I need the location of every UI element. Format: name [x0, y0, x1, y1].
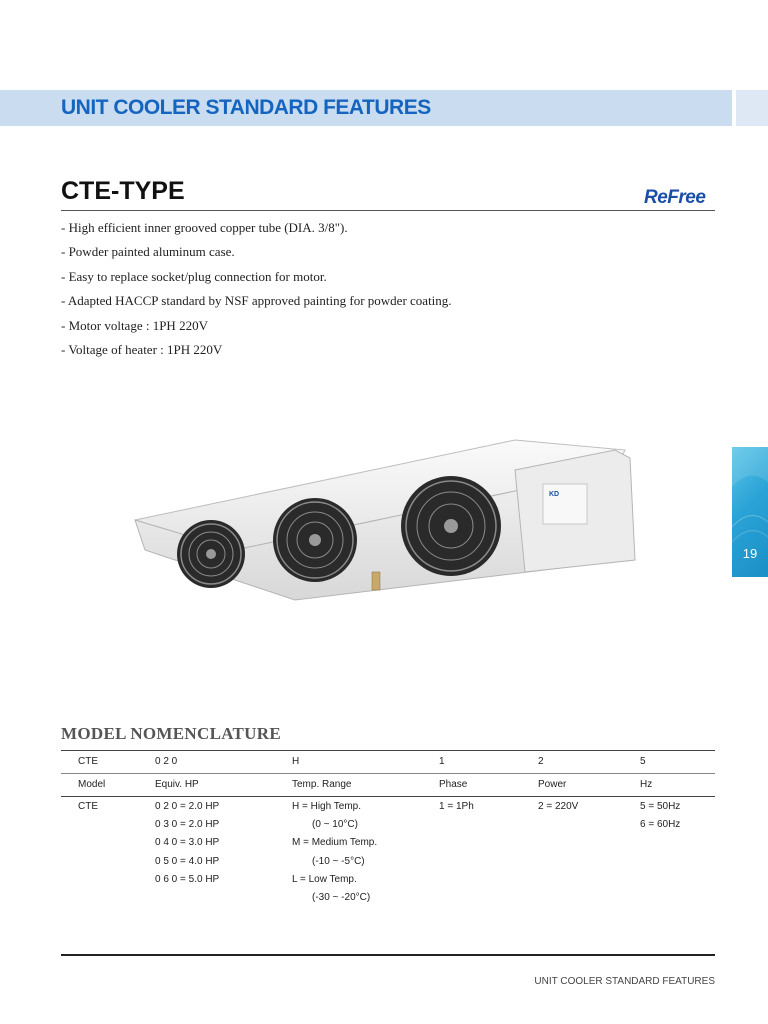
fan-icon: [273, 498, 357, 582]
product-type-title: CTE-TYPE: [61, 177, 185, 205]
feature-item: - Motor voltage : 1PH 220V: [61, 317, 208, 333]
feature-list: [61, 219, 452, 365]
cell-line: 1 = 1Ph: [439, 801, 474, 812]
hp-cell: [155, 797, 292, 908]
nomenclature-table: [61, 750, 715, 907]
feature-item: - Voltage of heater : 1PH 220V: [61, 341, 223, 357]
cell-line: (0 ~ 10°C): [312, 819, 358, 831]
cell-line: L = Low Temp.: [292, 873, 357, 885]
cell-line: CTE: [78, 801, 98, 812]
section-title: UNIT COOLER STANDARD FEATURES: [61, 96, 431, 119]
cell-line: (-30 ~ -20°C): [312, 891, 371, 903]
code-row: [61, 751, 715, 774]
nomenclature-title: MODEL NOMENCLATURE: [61, 724, 281, 743]
feature-item: - High efficient inner grooved copper tube (DIA. 3/8").: [61, 220, 348, 235]
cell-line: H = High Temp.: [292, 801, 362, 812]
feature-item: - Adapted HACCP standard by NSF approved painting for powder coating.: [61, 293, 452, 309]
column-header: Temp. Range: [292, 774, 439, 797]
header-row: [61, 774, 715, 797]
cell-line: 0 2 0 = 2.0 HP: [155, 801, 220, 812]
footer-divider: [61, 954, 715, 956]
cell-line: 0 4 0 = 3.0 HP: [155, 837, 220, 849]
brand-logo: ReFree: [644, 187, 706, 208]
product-label-text: KD: [549, 491, 560, 498]
fan-icon: [177, 520, 245, 588]
table-cell: 0 2 0: [155, 751, 292, 774]
phase-cell: [439, 797, 538, 908]
cell-line: (-10 ~ -5°C): [312, 855, 365, 867]
page-number: 19: [742, 546, 758, 561]
unit-cooler-image: [115, 422, 660, 618]
column-header: Hz: [640, 774, 715, 797]
table-cell: 2: [538, 751, 640, 774]
model-cell: [61, 797, 155, 908]
column-header: Model: [61, 774, 155, 797]
hz-cell: [640, 797, 715, 908]
temp-cell: [292, 797, 439, 908]
fan-icon: [401, 476, 501, 576]
title-divider: [61, 210, 715, 211]
header-band-end: [736, 90, 768, 126]
cell-line: 0 5 0 = 4.0 HP: [155, 855, 220, 867]
cell-line: 6 = 60Hz: [640, 819, 681, 831]
cell-line: 2 = 220V: [538, 801, 579, 812]
table-cell: CTE: [61, 751, 155, 774]
cell-line: 5 = 50Hz: [640, 801, 681, 812]
table-row: [61, 797, 715, 908]
column-header: Power: [538, 774, 640, 797]
power-cell: [538, 797, 640, 908]
column-header: Phase: [439, 774, 538, 797]
cell-line: 0 3 0 = 2.0 HP: [155, 819, 220, 831]
table-cell: 5: [640, 751, 715, 774]
feature-item: - Easy to replace socket/plug connection for motor.: [61, 268, 327, 284]
cell-line: M = Medium Temp.: [292, 837, 378, 849]
column-header: Equiv. HP: [155, 774, 292, 797]
table-cell: 1: [439, 751, 538, 774]
footer-text: UNIT COOLER STANDARD FEATURES: [534, 976, 715, 987]
cell-line: 0 6 0 = 5.0 HP: [155, 873, 220, 885]
table-cell: H: [292, 751, 439, 774]
feature-item: - Powder painted aluminum case.: [61, 244, 235, 260]
